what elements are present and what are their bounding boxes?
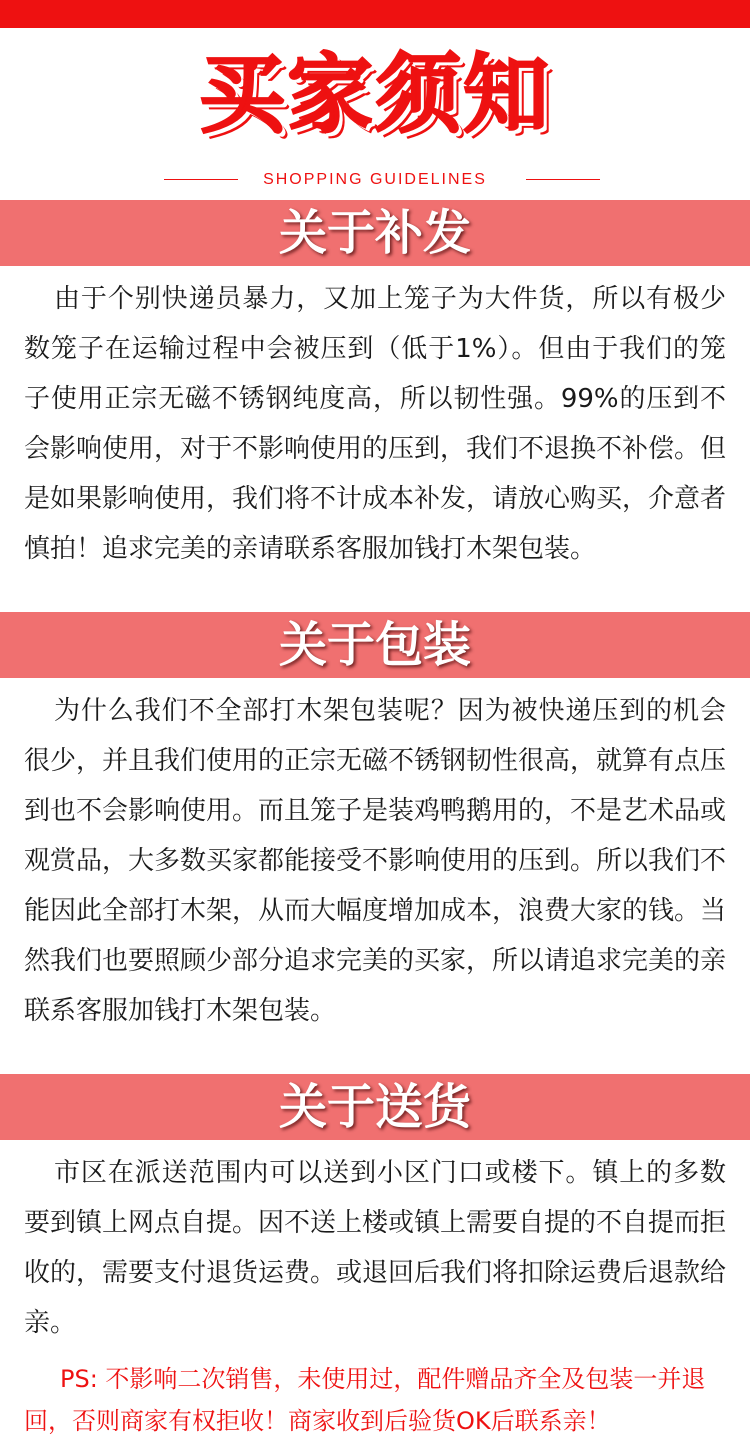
subtitle-right-rule: [526, 179, 600, 180]
header: [0, 28, 750, 200]
page-subtitle: SHOPPING GUIDELINES: [263, 171, 487, 188]
ps-note: PS: 不影响二次销售，未使用过，配件赠品齐全及包装一并退回，否则商家有权拒收！商家收到后验货OK后联系亲！: [24, 1365, 706, 1435]
section-body-reshipment: 由于个别快递员暴力，又加上笼子为大件货，所以有极少数笼子在运输过程中会被压到（低于1%）。但由于我们的笼子使用正宗无磁不锈钢纯度高，所以韧性强。99%的压到不会影响使用，对于不影响使用的压到，我们不退换不补偿。但是如果影响使用，我们将不计成本补发，请放心购买，介意者慎拍！追求完美的亲请联系客服加钱打木架包装。: [24, 284, 727, 564]
section-heading-delivery: 关于送货: [0, 1074, 750, 1140]
page-title: 买家须知: [199, 45, 551, 145]
section-body-packaging: 为什么我们不全部打木架包装呢？因为被快递压到的机会很少，并且我们使用的正宗无磁不锈钢韧性很高，就算有点压到也不会影响使用。而且笼子是装鸡鸭鹅用的，不是艺术品或观赏品，大多数买家都能接受不影响使用的压到。所以我们不能因此全部打木架，从而大幅度增加成本，浪费大家的钱。当然我们也要照顾少部分追求完美的买家，所以请追求完美的亲联系客服加钱打木架包装。: [24, 696, 727, 1026]
section-packaging: [0, 678, 750, 1074]
section-heading-packaging: 关于包装: [0, 612, 750, 678]
section-body-delivery: 市区在派送范围内可以送到小区门口或楼下。镇上的多数要到镇上网点自提。因不送上楼或镇上需要自提的不自提而拒收的，需要支付退货运费。或退回后我们将扣除运费后退款给亲。: [24, 1158, 727, 1338]
section-heading-reshipment: 关于补发: [0, 200, 750, 266]
section-reshipment: [0, 266, 750, 612]
top-red-bar: [0, 0, 750, 28]
section-delivery: [0, 1140, 750, 1358]
